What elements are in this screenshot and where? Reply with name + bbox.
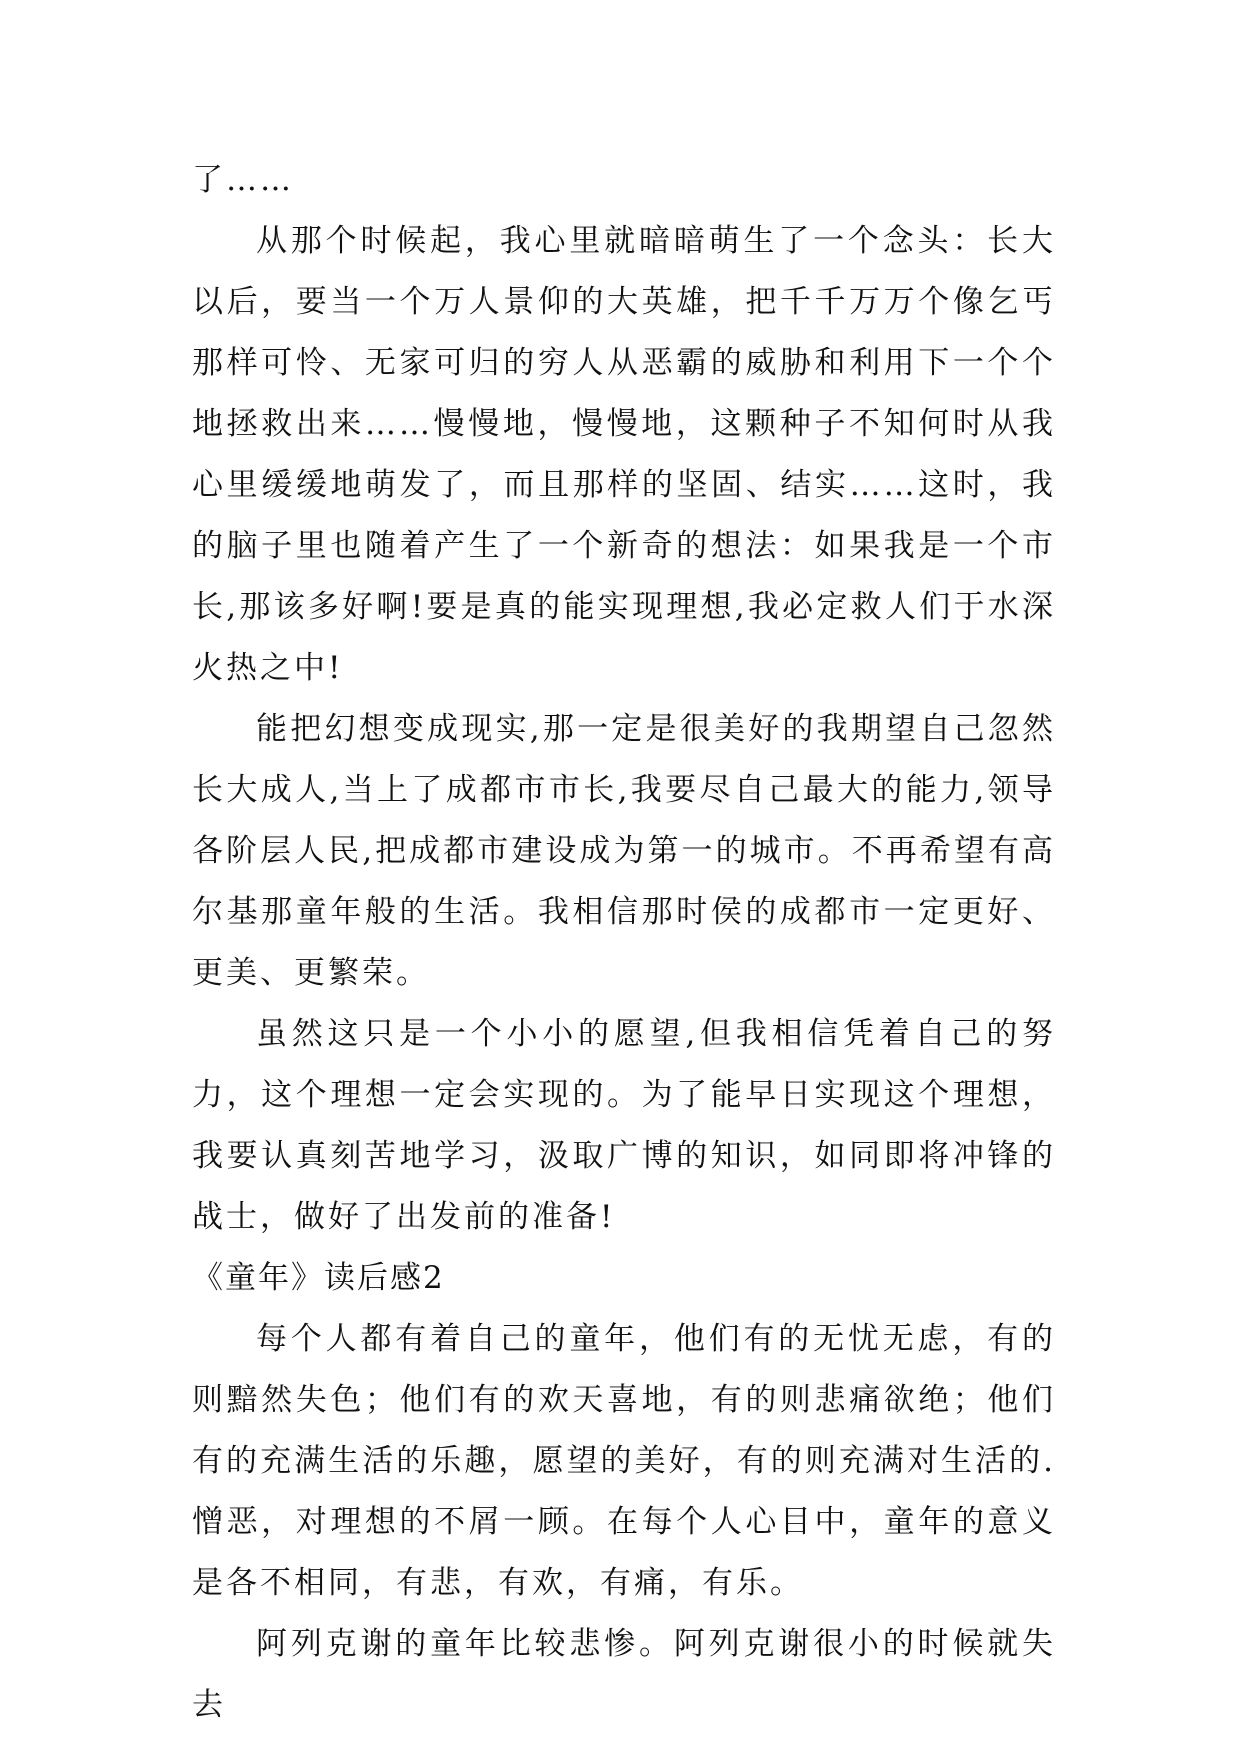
paragraph-dream: 从那个时候起，我心里就暗暗萌生了一个念头：长大以后，要当一个万人景仰的大英雄，把千千万万个像乞丐那样可怜、无家可归的穷人从恶霸的威胁和利用下一个个地拯救出来……慢慢地，慢慢地，这颗种子不知何时从我心里缓缓地萌发了，而且那样的坚固、结实……这时，我的脑子里也随着产生了一个新奇的想法：如果我是一个市长,那该多好啊!要是真的能实现理想,我必定救人们于水深火热之中! (192, 223, 1056, 686)
paragraph-childhood-intro: 每个人都有着自己的童年，他们有的无忧无虑，有的则黯然失色；他们有的欢天喜地，有的则悲痛欲绝；他们有的充满生活的乐趣，愿望的美好，有的则充满对生活的.憎恶，对理想的不屑一顾。在每个人心目中，童年的意义是各不相同，有悲，有欢，有痛，有乐。 (192, 1321, 1056, 1601)
section-heading: 《童年》读后感2 (192, 1260, 445, 1296)
paragraph-continuation: 了…… (192, 162, 294, 198)
paragraph-resolve: 虽然这只是一个小小的愿望,但我相信凭着自己的努力，这个理想一定会实现的。为了能早日实现这个理想，我要认真刻苦地学习，汲取广博的知识，如同即将冲锋的战士，做好了出发前的准备! (192, 1016, 1056, 1235)
paragraph-mayor: 能把幻想变成现实,那一定是很美好的我期望自己忽然长大成人,当上了成都市市长,我要尽自己最大的能力,领导各阶层人民,把成都市建设成为第一的城市。不再希望有高尔基那童年般的生活。我相信那时侯的成都市一定更好、更美、更繁荣。 (192, 711, 1056, 991)
paragraph-alexei: 阿列克谢的童年比较悲惨。阿列克谢很小的时候就失去 (192, 1626, 1056, 1723)
document-body (192, 150, 1056, 1736)
